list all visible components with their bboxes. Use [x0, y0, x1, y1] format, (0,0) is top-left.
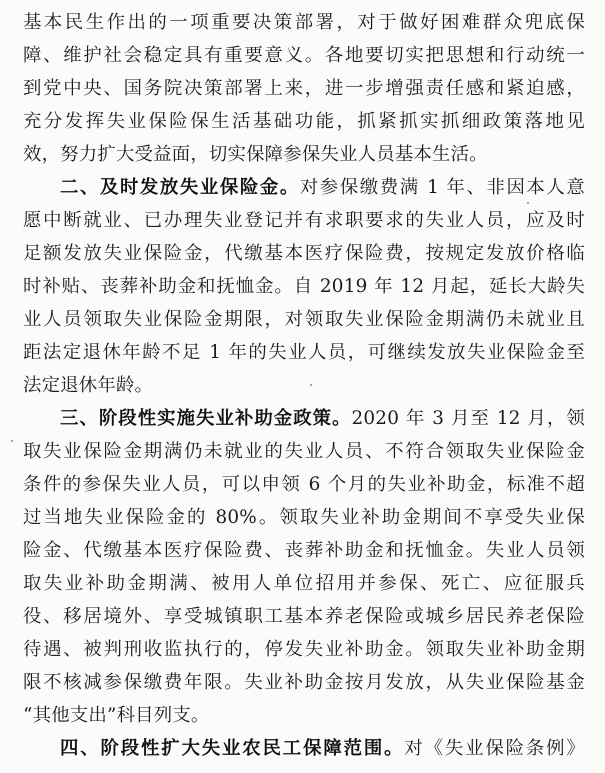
- p2-first-line-text: 对参保缴费满 1 年、非因本人意: [299, 177, 585, 198]
- scan-speck: [527, 202, 529, 204]
- p2-line-7: 法定退休年龄。: [23, 375, 154, 396]
- p1-line-3: 到党中央、国务院决策部署上来，进一步增强责任感和紧迫感，: [23, 78, 585, 99]
- p3-line-6: 取失业补助金期满、被用人单位招用并参保、死亡、应征服兵: [23, 573, 585, 594]
- p3-line-4: 过当地失业保险金的 80%。领取失业补助金期间不享受失业保: [23, 507, 585, 528]
- p3-line-2: 取失业保险金期满仍未就业的失业人员、不符合领取失业保险金: [23, 441, 585, 462]
- p2-line-2: 愿中断就业、已办理失业登记并有求职要求的失业人员，应及时: [23, 210, 585, 231]
- p2-line-4: 时补贴、丧葬补助金和抚恤金。自 2019 年 12 月起，延长大龄失: [23, 276, 585, 297]
- p3-line-5: 险金、代缴基本医疗保险费、丧葬补助金和抚恤金。失业人员领: [23, 540, 585, 561]
- scan-speck: [11, 440, 13, 442]
- p2-heading: 二、及时发放失业保险金。: [60, 177, 300, 198]
- p3-first-line-text: 2020 年 3 月至 12 月，领: [351, 408, 585, 429]
- p3-line-3: 条件的参保失业人员，可以申领 6 个月的失业补助金，标准不超: [23, 474, 585, 495]
- p1-line-1: 基本民生作出的一项重要决策部署，对于做好困难群众兜底保: [23, 12, 585, 33]
- p3-heading: 三、阶段性实施失业补助金政策。: [60, 408, 352, 429]
- p2-line-3: 足额发放失业保险金，代缴基本医疗保险费，按规定发放价格临: [23, 243, 585, 264]
- p3-line-8: 待遇、被判刑收监执行的，停发失业补助金。领取失业补助金期: [23, 639, 585, 660]
- p3-first-line: [60, 402, 585, 435]
- p1-line-2: 障、维护社会稳定具有重要意义。各地要切实把思想和行动统一: [23, 45, 585, 66]
- p4-first-line: [60, 732, 585, 765]
- p3-line-9: 限不核减参保缴费年限。失业补助金按月发放，从失业保险基金: [23, 672, 585, 693]
- scan-speck: [310, 384, 312, 386]
- p4-heading: 四、阶段性扩大失业农民工保障范围。: [60, 738, 405, 759]
- p2-line-6: 距法定退休年龄不足 1 年的失业人员，可继续发放失业保险金至: [23, 342, 585, 363]
- p4-first-line-text: 对《失业保险条例》: [404, 738, 585, 759]
- p2-first-line: [60, 171, 585, 204]
- p2-line-5: 业人员领取失业保险金期限，对领取失业保险金期满仍未就业且: [23, 309, 585, 330]
- p1-line-5: 效，努力扩大受益面，切实保障参保失业人员基本生活。: [23, 144, 488, 165]
- p3-line-7: 役、移居境外、享受城镇职工基本养老保险或城乡居民养老保险: [23, 606, 585, 627]
- p3-line-10: “其他支出”科目列支。: [23, 705, 210, 726]
- p1-line-4: 充分发挥失业保险保生活基础功能，抓紧抓实抓细政策落地见: [23, 111, 585, 132]
